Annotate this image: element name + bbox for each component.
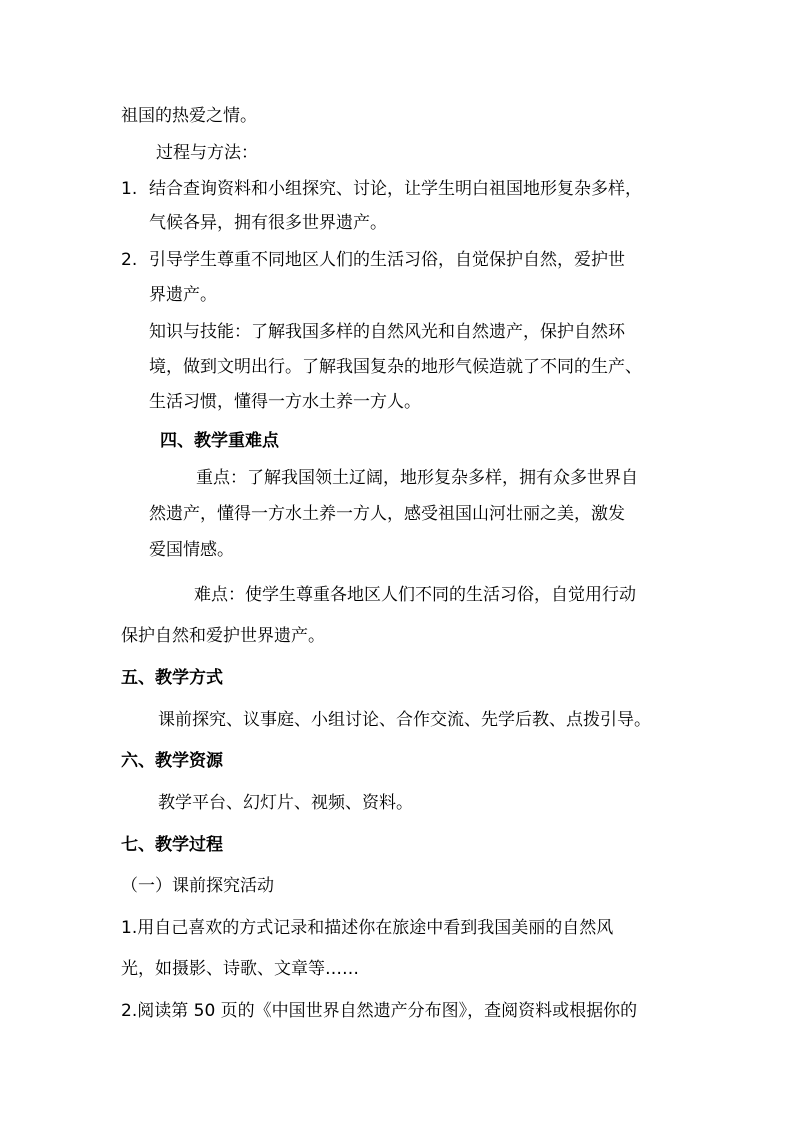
key-point-line: 然遗产，懂得一方水土养一方人，感受祖国山河壮丽之美，激发	[149, 504, 625, 524]
activity-1-line: 光，如摄影、诗歌、文章等……	[121, 959, 359, 979]
key-point-line: 爱国情感。	[149, 540, 234, 560]
process-method-heading: 过程与方法：	[156, 143, 258, 163]
knowledge-skill-line: 知识与技能：了解我国多样的自然风光和自然遗产，保护自然环	[149, 322, 625, 342]
list-number: 1.	[121, 179, 138, 199]
section-5-heading: 五、教学方式	[121, 668, 223, 688]
activity-1-line: 1.用自己喜欢的方式记录和描述你在旅途中看到我国美丽的自然风	[121, 918, 614, 938]
knowledge-skill-line: 生活习惯，懂得一方水土养一方人。	[149, 392, 421, 412]
section-4-heading: 四、教学重难点	[160, 431, 279, 451]
key-point-line: 重点：了解我国领土辽阔，地形复杂多样，拥有众多世界自	[196, 468, 638, 488]
section-6-body: 教学平台、幻灯片、视频、资料。	[158, 793, 413, 813]
section-7-heading: 七、教学过程	[121, 835, 223, 855]
list-number: 2.	[121, 250, 138, 270]
list-item-1-line: 结合查询资料和小组探究、讨论，让学生明白祖国地形复杂多样，	[149, 179, 642, 199]
activity-2-line: 2.阅读第 50 页的《中国世界自然遗产分布图》，查阅资料或根据你的	[121, 1001, 638, 1021]
list-item-2-line: 界遗产。	[149, 285, 217, 305]
knowledge-skill-line: 境，做到文明出行。了解我国复杂的地形气候造就了不同的生产、	[149, 357, 642, 377]
section-6-heading: 六、教学资源	[121, 751, 223, 771]
subsection-1-heading: （一）课前探究活动	[121, 876, 274, 896]
list-item-2-line: 引导学生尊重不同地区人们的生活习俗，自觉保护自然，爱护世	[149, 250, 625, 270]
list-item-1-line: 气候各异，拥有很多世界遗产。	[149, 213, 387, 233]
difficult-point-line: 难点：使学生尊重各地区人们不同的生活习俗，自觉用行动	[194, 585, 636, 605]
difficult-point-line: 保护自然和爱护世界遗产。	[121, 626, 325, 646]
section-5-body: 课前探究、议事庭、小组讨论、合作交流、先学后教、点拨引导。	[158, 710, 651, 730]
paragraph-line: 祖国的热爱之情。	[121, 106, 257, 126]
